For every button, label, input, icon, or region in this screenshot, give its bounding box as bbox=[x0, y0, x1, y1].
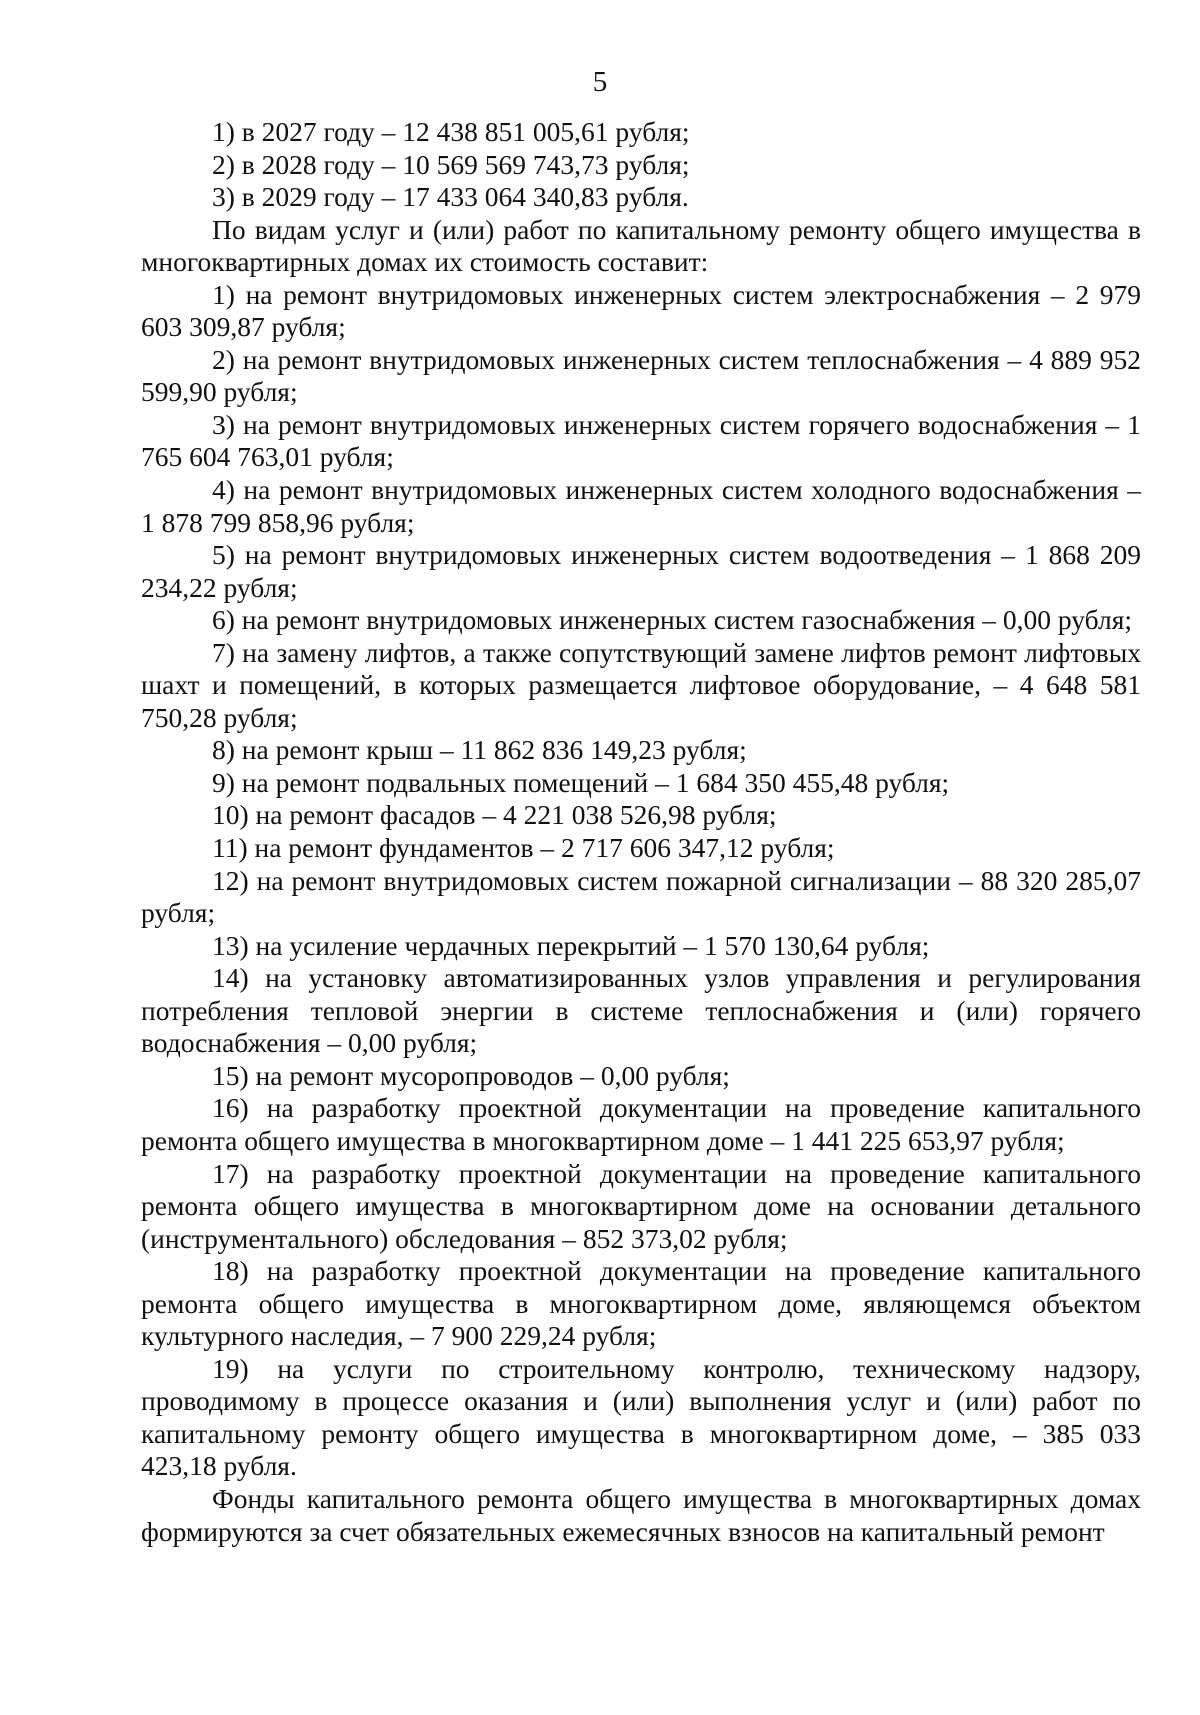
year-2029-amount: 3) в 2029 году – 17 433 064 340,83 рубля. bbox=[212, 181, 689, 213]
item-gas: 6) на ремонт внутридомовых инженерных систем газоснабжения – 0,00 рубля; bbox=[212, 604, 1133, 636]
item-facades: 10) на ремонт фасадов – 4 221 038 526,98 рубля; bbox=[212, 799, 777, 831]
services-intro-paragraph: По видам услуг и (или) работ по капитальному ремонту общего имущества в многоквартирных домах их стоимость составит: bbox=[141, 213, 1141, 278]
item-cold-water: 4) на ремонт внутридомовых инженерных систем холодного водоснабжения – 1 878 799 858,96 рубля; bbox=[141, 474, 1141, 538]
item-drainage: 5) на ремонт внутридомовых инженерных систем водоотведения – 1 868 209 234,22 рубля; bbox=[141, 539, 1141, 603]
capital-repair-funds-paragraph: Фонды капитального ремонта общего имущества в многоквартирных домах формируются за счет обязательных ежемесячных взносов на капитальный ремонт bbox=[141, 1482, 1141, 1547]
item-construction-control: 19) на услуги по строительному контролю, техническому надзору, проводимому в процессе оказания и (или) выполнения услуг и (или) работ по капитальному ремонту общего имущества в многоквартирном доме, – 385 033 423,18 рубля. bbox=[141, 1352, 1141, 1482]
item-design-docs: 16) на разработку проектной документации на проведение капитального ремонта общего имущества в многоквартирном доме – 1 441 225 653,97 рубля; bbox=[141, 1092, 1141, 1156]
year-2028-amount: 2) в 2028 году – 10 569 569 743,73 рубля; bbox=[212, 148, 690, 180]
item-garbage-chutes: 15) на ремонт мусоропроводов – 0,00 рубля; bbox=[212, 1059, 730, 1091]
item-design-docs-survey: 17) на разработку проектной документации на проведение капитального ремонта общего имущества в многоквартирном доме на основании детального (инструментального) обследования – 852 373,02 рубля; bbox=[141, 1157, 1141, 1254]
year-2027-amount: 1) в 2027 году – 12 438 851 005,61 рубля; bbox=[212, 116, 690, 147]
item-design-docs-heritage: 18) на разработку проектной документации на проведение капитального ремонта общего имущества в многоквартирном доме, являющемся объектом культурного наследия, – 7 900 229,24 рубля; bbox=[141, 1255, 1141, 1352]
document-body bbox=[141, 116, 1141, 1548]
item-basements: 9) на ремонт подвальных помещений – 1 684 350 455,48 рубля; bbox=[212, 766, 950, 798]
item-electricity: 1) на ремонт внутридомовых инженерных систем электроснабжения – 2 979 603 309,87 рубля; bbox=[141, 278, 1141, 343]
item-attic-floors: 13) на усиление чердачных перекрытий – 1 570 130,64 рубля; bbox=[212, 929, 930, 961]
item-heating: 2) на ремонт внутридомовых инженерных систем теплоснабжения – 4 889 952 599,90 рубля; bbox=[141, 343, 1141, 408]
item-fire-alarm: 12) на ремонт внутридомовых систем пожарной сигнализации – 88 320 285,07 рубля; bbox=[141, 864, 1141, 929]
item-roofs: 8) на ремонт крыш – 11 862 836 149,23 рубля; bbox=[212, 734, 747, 766]
page-number: 5 bbox=[592, 66, 608, 98]
item-heat-control-units: 14) на установку автоматизированных узлов управления и регулирования потребления тепловой энергии в системе теплоснабжения и (или) горячего водоснабжения – 0,00 рубля; bbox=[141, 962, 1141, 1059]
item-hot-water: 3) на ремонт внутридомовых инженерных систем горячего водоснабжения – 1 765 604 763,01 рубля; bbox=[141, 408, 1141, 473]
item-elevators: 7) на замену лифтов, а также сопутствующий замене лифтов ремонт лифтовых шахт и помещений, в которых размещается лифтовое оборудование, – 4 648 581 750,28 рубля; bbox=[141, 636, 1141, 733]
item-foundations: 11) на ремонт фундаментов – 2 717 606 347,12 рубля; bbox=[212, 832, 835, 864]
